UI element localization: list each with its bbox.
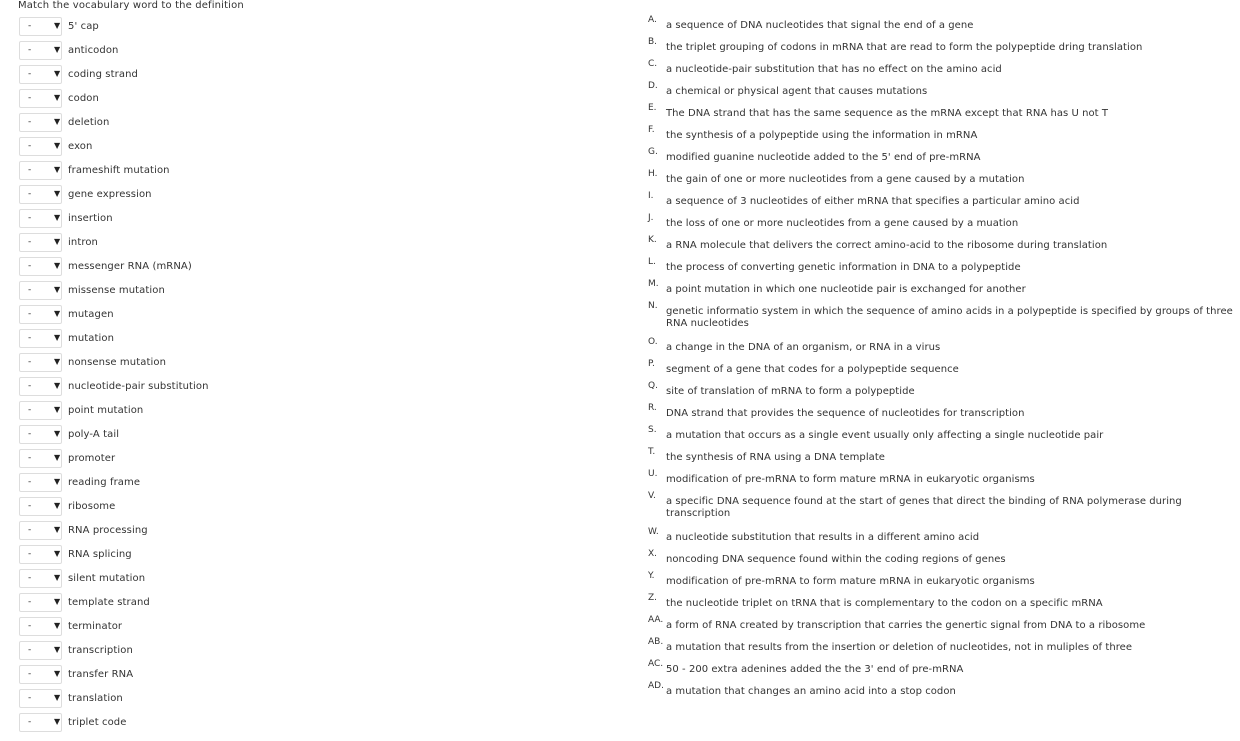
term-row [19,326,619,350]
answer-select[interactable] [19,185,62,204]
answer-select[interactable] [19,617,62,636]
definition-letter: L. [648,257,656,267]
select-value: - [28,20,32,31]
term-label: anticodon [68,44,119,56]
definition-row [648,278,1233,300]
definition-text: a nucleotide-pair substitution that has no effect on the amino acid [666,64,1002,75]
definition-text: a sequence of 3 nucleotides of either mRNA that specifies a particular amino acid [666,196,1080,207]
definition-row [648,380,1233,402]
term-row [19,62,619,86]
dropdown-arrow-icon: ▼ [54,164,61,174]
term-row [19,110,619,134]
dropdown-arrow-icon: ▼ [54,380,61,390]
select-value: - [28,188,32,199]
definition-letter: E. [648,103,657,113]
definition-letter: N. [648,301,658,311]
answer-select[interactable] [19,329,62,348]
definition-row [648,36,1233,58]
select-value: - [28,548,32,559]
definition-text: genetic informatio system in which the sequence of amino acids in a polypeptide is specified by groups of three RNA nucleotides [666,306,1233,329]
dropdown-arrow-icon: ▼ [54,500,61,510]
definition-row [648,146,1233,168]
term-row [19,422,619,446]
definition-letter: K. [648,235,657,245]
definition-row [648,592,1233,614]
answer-select[interactable] [19,545,62,564]
answer-select[interactable] [19,41,62,60]
answer-select[interactable] [19,569,62,588]
definition-letter: W. [648,527,659,537]
select-value: - [28,356,32,367]
term-row [19,38,619,62]
definition-text: segment of a gene that codes for a polypeptide sequence [666,364,959,375]
term-row [19,278,619,302]
definition-row [648,102,1233,124]
definition-text: modification of pre-mRNA to form mature mRNA in eukaryotic organisms [666,576,1035,587]
term-label: insertion [68,212,113,224]
definition-letter: AB. [648,637,664,647]
answer-select[interactable] [19,689,62,708]
term-label: exon [68,140,93,152]
definition-row [648,358,1233,380]
select-value: - [28,116,32,127]
select-value: - [28,668,32,679]
definition-text: noncoding DNA sequence found within the coding regions of genes [666,554,1006,565]
definition-row [648,402,1233,424]
term-row [19,350,619,374]
dropdown-arrow-icon: ▼ [54,452,61,462]
instructions-heading: Match the vocabulary word to the definition [18,0,244,11]
answer-select[interactable] [19,161,62,180]
dropdown-arrow-icon: ▼ [54,620,61,630]
definition-letter: O. [648,337,658,347]
definition-text: a sequence of DNA nucleotides that signal the end of a gene [666,20,974,31]
dropdown-arrow-icon: ▼ [54,692,61,702]
definition-text: a specific DNA sequence found at the start of genes that direct the binding of RNA polymerase during transcription [666,496,1182,519]
term-row [19,590,619,614]
select-value: - [28,308,32,319]
definition-text: a RNA molecule that delivers the correct amino-acid to the ribosome during translation [666,240,1108,251]
definition-letter: AA. [648,615,664,625]
term-row [19,638,619,662]
dropdown-arrow-icon: ▼ [54,260,61,270]
definition-row [648,636,1233,658]
select-value: - [28,620,32,631]
select-value: - [28,428,32,439]
definition-text: a mutation that results from the insertion or deletion of nucleotides, not in muliples of three [666,642,1133,653]
definition-text: a point mutation in which one nucleotide pair is exchanged for another [666,284,1026,295]
term-row [19,254,619,278]
definition-row [648,614,1233,636]
definition-text: a mutation that changes an amino acid into a stop codon [666,686,956,697]
definition-letter: F. [648,125,655,135]
answer-select[interactable] [19,65,62,84]
definition-text: the process of converting genetic information in DNA to a polypeptide [666,262,1021,273]
term-row [19,398,619,422]
dropdown-arrow-icon: ▼ [54,476,61,486]
term-row [19,494,619,518]
definition-letter: C. [648,59,658,69]
dropdown-arrow-icon: ▼ [54,188,61,198]
select-value: - [28,92,32,103]
definition-row [648,490,1233,526]
term-label: coding strand [68,68,138,80]
definition-letter: U. [648,469,658,479]
select-value: - [28,500,32,511]
term-label: ribosome [68,500,116,512]
answer-select[interactable] [19,17,62,36]
answer-select[interactable] [19,305,62,324]
select-value: - [28,260,32,271]
definition-letter: AC. [648,659,664,669]
term-label: silent mutation [68,572,146,584]
select-value: - [28,68,32,79]
definition-text: DNA strand that provides the sequence of nucleotides for transcription [666,408,1025,419]
term-label: transfer RNA [68,668,134,680]
definition-row [648,256,1233,278]
answer-select[interactable] [19,137,62,156]
term-label: 5' cap [68,20,99,32]
answer-select[interactable] [19,89,62,108]
dropdown-arrow-icon: ▼ [54,428,61,438]
term-row [19,302,619,326]
dropdown-arrow-icon: ▼ [54,236,61,246]
select-value: - [28,404,32,415]
definition-row [648,300,1233,336]
select-value: - [28,692,32,703]
definition-row [648,658,1233,680]
definition-text: the triplet grouping of codons in mRNA that are read to form the polypeptide dring translation [666,42,1143,53]
select-value: - [28,644,32,655]
definition-letter: Z. [648,593,658,603]
select-value: - [28,596,32,607]
select-value: - [28,332,32,343]
term-label: poly-A tail [68,428,120,440]
term-row [19,518,619,542]
answer-select[interactable] [19,281,62,300]
term-row [19,230,619,254]
definition-text: the synthesis of RNA using a DNA template [666,452,885,463]
select-value: - [28,476,32,487]
select-value: - [28,716,32,727]
term-row [19,710,619,734]
term-label: template strand [68,596,150,608]
term-row [19,86,619,110]
select-value: - [28,524,32,535]
term-label: triplet code [68,716,127,728]
definition-letter: H. [648,169,658,179]
term-label: mutation [68,332,115,344]
dropdown-arrow-icon: ▼ [54,332,61,342]
definition-text: a nucleotide substitution that results in a different amino acid [666,532,980,543]
dropdown-arrow-icon: ▼ [54,212,61,222]
definition-text: the gain of one or more nucleotides from a gene caused by a mutation [666,174,1025,185]
answer-select[interactable] [19,425,62,444]
dropdown-arrow-icon: ▼ [54,44,61,54]
answer-select[interactable] [19,593,62,612]
definition-row [648,80,1233,102]
definition-text: 50 - 200 extra adenines added the the 3' end of pre-mRNA [666,664,964,675]
select-value: - [28,140,32,151]
definition-letter: T. [648,447,656,457]
term-label: codon [68,92,99,104]
definition-row [648,336,1233,358]
terms-list [19,14,619,734]
definition-letter: AD. [648,681,664,691]
dropdown-arrow-icon: ▼ [54,140,61,150]
term-row [19,686,619,710]
definition-letter: I. [648,191,654,201]
term-label: promoter [68,452,116,464]
select-value: - [28,212,32,223]
definition-text: the loss of one or more nucleotides from a gene caused by a muation [666,218,1019,229]
definition-text: a form of RNA created by transcription that carries the genertic signal from DNA to a ribosome [666,620,1146,631]
dropdown-arrow-icon: ▼ [54,284,61,294]
term-row [19,542,619,566]
definition-letter: D. [648,81,658,91]
dropdown-arrow-icon: ▼ [54,644,61,654]
term-row [19,14,619,38]
term-row [19,446,619,470]
answer-select[interactable] [19,665,62,684]
definition-letter: S. [648,425,657,435]
answer-select[interactable] [19,449,62,468]
term-label: intron [68,236,98,248]
definition-letter: B. [648,37,658,47]
definition-letter: V. [648,491,656,501]
answer-select[interactable] [19,521,62,540]
answer-select[interactable] [19,257,62,276]
definition-row [648,14,1233,36]
dropdown-arrow-icon: ▼ [54,116,61,126]
definition-text: a chemical or physical agent that causes mutations [666,86,928,97]
dropdown-arrow-icon: ▼ [54,20,61,30]
definitions-list [648,14,1233,702]
answer-select[interactable] [19,401,62,420]
select-value: - [28,452,32,463]
definition-row [648,424,1233,446]
term-label: gene expression [68,188,152,200]
term-label: frameshift mutation [68,164,170,176]
definition-row [648,58,1233,80]
select-value: - [28,380,32,391]
definition-row [648,680,1233,702]
dropdown-arrow-icon: ▼ [54,524,61,534]
definition-text: a mutation that occurs as a single event usually only affecting a single nucleotide pair [666,430,1104,441]
term-row [19,206,619,230]
definition-row [648,548,1233,570]
term-row [19,182,619,206]
answer-select[interactable] [19,353,62,372]
definition-letter: P. [648,359,655,369]
answer-select[interactable] [19,209,62,228]
answer-select[interactable] [19,497,62,516]
answer-select[interactable] [19,377,62,396]
term-row [19,566,619,590]
dropdown-arrow-icon: ▼ [54,716,61,726]
definition-text: a change in the DNA of an organism, or RNA in a virus [666,342,941,353]
dropdown-arrow-icon: ▼ [54,356,61,366]
term-label: reading frame [68,476,141,488]
select-value: - [28,236,32,247]
term-row [19,614,619,638]
definition-letter: J. [648,213,654,223]
term-label: RNA processing [68,524,148,536]
select-value: - [28,572,32,583]
definition-row [648,234,1233,256]
term-label: missense mutation [68,284,165,296]
definition-letter: R. [648,403,657,413]
term-row [19,470,619,494]
definition-text: site of translation of mRNA to form a polypeptide [666,386,915,397]
definition-letter: Q. [648,381,658,391]
term-row [19,134,619,158]
definition-text: modified guanine nucleotide added to the 5' end of pre-mRNA [666,152,981,163]
definition-row [648,190,1233,212]
definition-row [648,446,1233,468]
definition-row [648,526,1233,548]
definition-letter: M. [648,279,659,289]
term-label: deletion [68,116,110,128]
term-label: transcription [68,644,133,656]
answer-select[interactable] [19,713,62,732]
term-label: nonsense mutation [68,356,167,368]
term-label: translation [68,692,123,704]
dropdown-arrow-icon: ▼ [54,548,61,558]
term-label: nucleotide-pair substitution [68,380,209,392]
term-row [19,662,619,686]
dropdown-arrow-icon: ▼ [54,668,61,678]
answer-select[interactable] [19,113,62,132]
term-label: messenger RNA (mRNA) [68,260,192,272]
definition-text: The DNA strand that has the same sequence as the mRNA except that RNA has U not T [666,108,1109,119]
definition-letter: Y. [648,571,655,581]
definition-text: the synthesis of a polypeptide using the information in mRNA [666,130,978,141]
definition-row [648,168,1233,190]
dropdown-arrow-icon: ▼ [54,404,61,414]
definition-letter: A. [648,15,657,25]
definition-text: modification of pre-mRNA to form mature mRNA in eukaryotic organisms [666,474,1035,485]
select-value: - [28,164,32,175]
dropdown-arrow-icon: ▼ [54,308,61,318]
term-label: mutagen [68,308,114,320]
answer-select[interactable] [19,473,62,492]
dropdown-arrow-icon: ▼ [54,596,61,606]
select-value: - [28,284,32,295]
definition-row [648,124,1233,146]
term-label: RNA splicing [68,548,132,560]
definition-text: the nucleotide triplet on tRNA that is complementary to the codon on a specific mRNA [666,598,1103,609]
definition-letter: G. [648,147,658,157]
dropdown-arrow-icon: ▼ [54,68,61,78]
term-label: point mutation [68,404,144,416]
term-label: terminator [68,620,123,632]
dropdown-arrow-icon: ▼ [54,92,61,102]
term-row [19,158,619,182]
definition-row [648,570,1233,592]
definition-row [648,212,1233,234]
answer-select[interactable] [19,233,62,252]
definition-letter: X. [648,549,658,559]
select-value: - [28,44,32,55]
definition-row [648,468,1233,490]
term-row [19,374,619,398]
answer-select[interactable] [19,641,62,660]
dropdown-arrow-icon: ▼ [54,572,61,582]
